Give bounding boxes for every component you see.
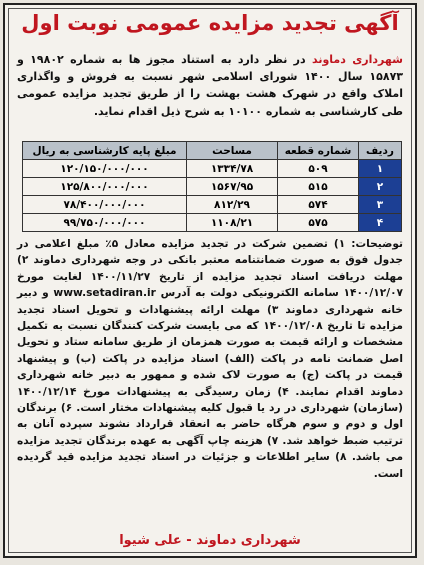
- row-number: ۴: [359, 214, 402, 232]
- area: ۱۵۶۷/۹۵: [187, 178, 278, 196]
- header-lot-number: شماره قطعه: [278, 142, 359, 160]
- base-price: ۱۲۵/۸۰۰/۰۰۰/۰۰۰: [23, 178, 187, 196]
- row-number: ۱: [359, 160, 402, 178]
- header-row-number: ردیف: [359, 142, 402, 160]
- table-row: [23, 178, 402, 196]
- lot-number: ۵۷۴: [278, 196, 359, 214]
- row-number: ۳: [359, 196, 402, 214]
- lot-number: ۵۰۹: [278, 160, 359, 178]
- row-number: ۲: [359, 178, 402, 196]
- table-header-row: [23, 142, 402, 160]
- org-name: شهرداری دماوند: [311, 53, 403, 66]
- table-row: [23, 196, 402, 214]
- table-row: [23, 160, 402, 178]
- notes-label: توضیحات:: [351, 238, 403, 250]
- header-area: مساحت: [187, 142, 278, 160]
- base-price: ۱۲۰/۱۵۰/۰۰۰/۰۰۰: [23, 160, 187, 178]
- lot-number: ۵۱۵: [278, 178, 359, 196]
- header-base-price: مبلغ پایه کارشناسی به ریال: [23, 142, 187, 160]
- intro-paragraph: [17, 51, 403, 120]
- ad-frame: [3, 3, 417, 558]
- area: ۱۳۳۴/۷۸: [187, 160, 278, 178]
- property-table: [22, 141, 402, 232]
- notes-paragraph: [17, 236, 403, 482]
- signature-footer: شهرداری دماوند - علی شیوا: [119, 533, 301, 548]
- intro-text: در نظر دارد به استناد مجوز ها به شماره ۱۹۸۰۲ و ۱۵۸۷۳ سال ۱۴۰۰ شورای اسلامی شهر نسبت به فروش و واگذاری املاک واقع در شهرک هشت بهشت را از طریق تجدید مزایده عمومی طی کارشناسی به شماره ۱۰۱۰۰ به شرح ذیل اقدام نماید.: [17, 53, 403, 118]
- lot-number: ۵۷۵: [278, 214, 359, 232]
- ad-title: آگهی تجدید مزایده عمومی نوبت اول: [21, 11, 399, 35]
- area: ۸۱۲/۲۹: [187, 196, 278, 214]
- table-row: [23, 214, 402, 232]
- area: ۱۱۰۸/۲۱: [187, 214, 278, 232]
- notes-text: ۱) تضمین شرکت در تجدید مزایده معادل ۵٪ مبلغ اعلامی در جدول فوق به صورت ضمانتنامه معتبر بانکی در وجه شهرداری دماوند ۲) مهلت دریافت اسناد تجدید مزایده از تاریخ ۱۴۰۰/۱۱/۲۷ لغایت مورخ ۱۴۰۰/۱۲/۰۷ سامانه الکترونیکی دولت به آدرس www.setadiran.ir و دبیر خانه شهرداری دماوند ۳) مهلت ارائه پیشنهادات و تحویل اسناد تجدید مزایده تا تاریخ ۱۴۰۰/۱۲/۰۸ که می بایست شرکت کنندگان نسبت به تکمیل مشخصات و ارائه قیمت به صورت همزمان از طریق سامانه ستاد و تحویل اصل ضمانت نامه در پاکت (الف) اسناد مزایده در پاکت (ب) و پیشنهاد قیمت در پاکت (ج) به صورت لاک شده و ممهور به دبیر خانه شهرداری دماوند اقدام نمایند. ۴) زمان رسیدگی به پیشنهادات مورخ ۱۴۰۰/۱۲/۱۴ (سازمان) شهرداری در رد یا قبول کلیه پیشنهادات مختار است. ۶) برندگان اول و دوم و سوم هرگاه حاضر به انعقاد قرارداد نشوند سپرده آنان به ترتیب ضبط خواهد شد. ۷) هزینه چاپ آگهی به عهده برندگان تجدید مزایده می باشد. ۸) سایر اطلاعات و جزئیات در اسناد تجدید مزایده قید گردیده است.: [17, 238, 404, 480]
- base-price: ۷۸/۴۰۰/۰۰۰/۰۰۰: [23, 196, 187, 214]
- base-price: ۹۹/۷۵۰/۰۰۰/۰۰۰: [23, 214, 187, 232]
